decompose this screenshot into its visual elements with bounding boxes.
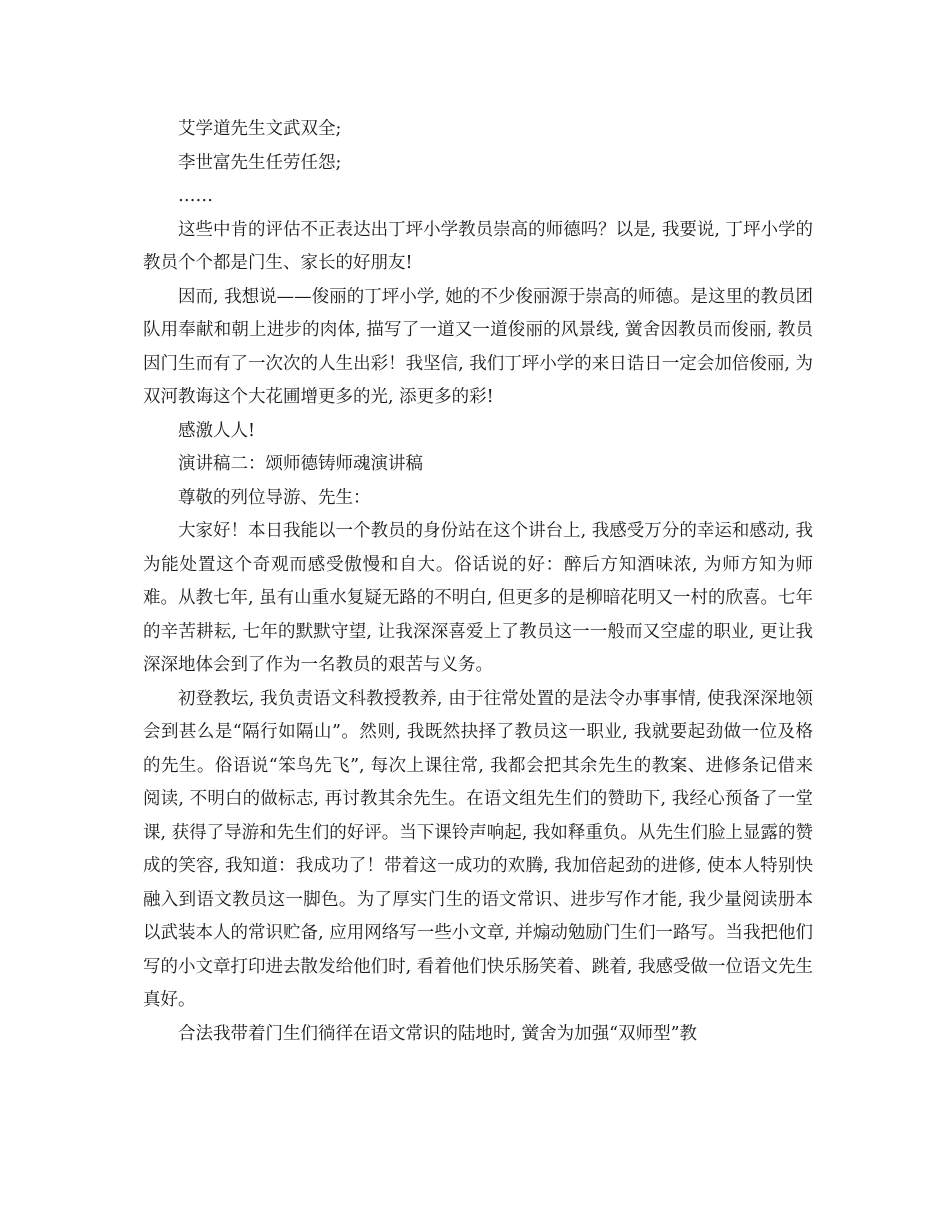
paragraph: …… <box>178 186 213 206</box>
paragraph: 李世富先生任劳任怨; <box>178 152 342 173</box>
paragraph: 因而, 我想说——俊丽的丁坪小学, 她的不少俊丽源于崇高的师德。是这里的教员团队用奉献和朝上进步的肉体, 描写了一道又一道俊丽的风景线, 黉舍因教员而俊丽, 教员因门生而有了一次次的人生出彩！我坚信, 我们丁坪小学的来日诰日一定会加倍俊丽, 为双河教诲这个大花圃增更多的光, 添更多的彩! <box>143 286 813 407</box>
paragraph: 感激人人! <box>178 420 256 441</box>
section-heading: 演讲稿二：颂师德铸师魂演讲稿 <box>178 454 423 474</box>
paragraph: 初登教坛, 我负责语文科教授教养, 由于往常处置的是法令办事事情, 使我深深地领会到甚么是“隔行如隔山”。然则, 我既然抉择了教员这一职业, 我就要起劲做一位及格的先生。俗语说“笨鸟先飞”, 每次上课往常, 我都会把其余先生的教案、进修条记借来阅读, 不明白的做标志, 再讨教其余先生。在语文组先生们的赞助下, 我经心预备了一堂课, 获得了导游和先生们的好评。当下课铃声响起, 我如释重负。从先生们脸上显露的赞成的笑容, 我知道：我成功了！带着这一成功的欢腾, 我加倍起劲的进修, 使本人特别快融入到语文教员这一脚色。为了厚实门生的语文常识、进步写作才能, 我少量阅读册本以武装本人的常识贮备, 应用网络写一些小文章, 并煽动勉励门生们一路写。当我把他们写的小文章打印进去散发给他们时, 看着他们快乐肠笑着、跳着, 我感受做一位语文先生真好。 <box>143 688 813 1010</box>
paragraph: 这些中肯的评估不正表达出丁坪小学教员崇高的师德吗？以是, 我要说, 丁坪小学的教员个个都是门生、家长的好朋友! <box>143 219 813 273</box>
paragraph: 合法我带着门生们徜徉在语文常识的陆地时, 黉舍为加强“双师型”教 <box>178 1023 698 1044</box>
salutation: 尊敬的列位导游、先生： <box>178 487 371 508</box>
paragraph: 大家好！本日我能以一个教员的身份站在这个讲台上, 我感受万分的幸运和感动, 我为能处置这个奇观而感受傲慢和自大。俗话说的好：醉后方知酒味浓, 为师方知为师难。从教七年, 虽有山重水复疑无路的不明白, 但更多的是柳暗花明又一村的欣喜。七年的辛苦耕耘, 七年的默默守望, 让我深深喜爱上了教员这一一般而又空虚的职业, 更让我深深地体会到了作为一名教员的艰苦与义务。 <box>143 521 813 675</box>
paragraph: 艾学道先生文武双全; <box>178 119 342 139</box>
document-body <box>143 113 813 1051</box>
